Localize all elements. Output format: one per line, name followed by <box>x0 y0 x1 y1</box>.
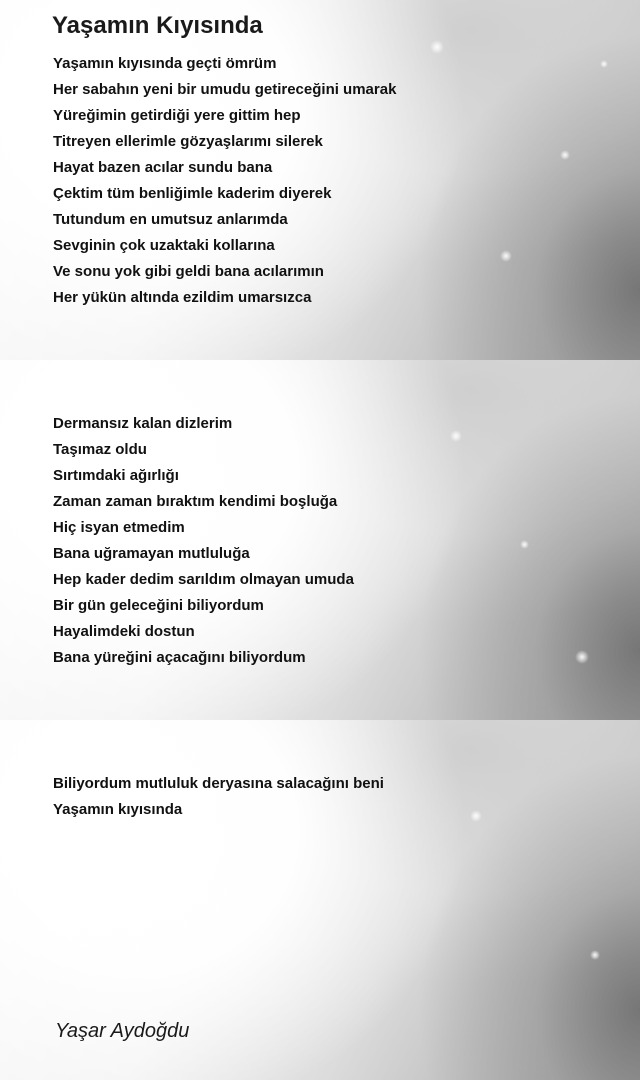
poem-line: Dermansız kalan dizlerim <box>53 415 233 432</box>
sparkle-decoration <box>600 60 608 68</box>
poem-line: Yüreğimin getirdiği yere gittim hep <box>53 107 301 124</box>
poem-line: Zaman zaman bıraktım kendimi boşluğa <box>53 493 338 510</box>
sparkle-decoration <box>430 40 444 54</box>
sparkle-decoration <box>500 250 512 262</box>
poem-line: Bana uğramayan mutluluğa <box>53 545 250 562</box>
stanza-3 <box>53 771 384 823</box>
poem-panel-1 <box>0 0 640 360</box>
poem-line: Yaşamın kıyısında <box>53 801 183 818</box>
poem-line: Hep kader dedim sarıldım olmayan umuda <box>53 571 354 588</box>
poem-line: Hayalimdeki dostun <box>53 623 195 640</box>
poem-line: Hayat bazen acılar sundu bana <box>53 159 273 176</box>
poem-line: Hiç isyan etmedim <box>53 519 185 536</box>
poem-line: Her sabahın yeni bir umudu getireceğini umarak <box>53 81 397 98</box>
sparkle-decoration <box>590 950 600 960</box>
poem-line: Yaşamın kıyısında geçti ömrüm <box>53 55 277 72</box>
poem-panel-2 <box>0 360 640 720</box>
poem-panel-3 <box>0 720 640 1080</box>
poem-line: Bir gün geleceğini biliyordum <box>53 597 264 614</box>
poem-line: Çektim tüm benliğimle kaderim diyerek <box>53 185 332 202</box>
poem-title: Yaşamın Kıyısında <box>52 12 263 39</box>
poem-line: Ve sonu yok gibi geldi bana acılarımın <box>53 263 324 280</box>
stanza-1 <box>53 51 396 311</box>
poem-line: Titreyen ellerimle gözyaşlarımı silerek <box>53 133 323 150</box>
sparkle-decoration <box>575 650 589 664</box>
poem-line: Bana yüreğini açacağını biliyordum <box>53 649 306 666</box>
stanza-2 <box>53 411 354 671</box>
poem-line: Tutundum en umutsuz anlarımda <box>53 211 288 228</box>
sparkle-decoration <box>450 430 462 442</box>
poem-line: Her yükün altında ezildim umarsızca <box>53 289 312 306</box>
poem-line: Sevginin çok uzaktaki kollarına <box>53 237 275 254</box>
sparkle-decoration <box>560 150 570 160</box>
poem-author: Yaşar Aydoğdu <box>55 1020 190 1042</box>
sparkle-decoration <box>520 540 529 549</box>
poem-line: Sırtımdaki ağırlığı <box>53 467 179 484</box>
sparkle-decoration <box>470 810 482 822</box>
poem-line: Taşımaz oldu <box>53 441 147 458</box>
poem-line: Biliyordum mutluluk deryasına salacağını beni <box>53 775 384 792</box>
